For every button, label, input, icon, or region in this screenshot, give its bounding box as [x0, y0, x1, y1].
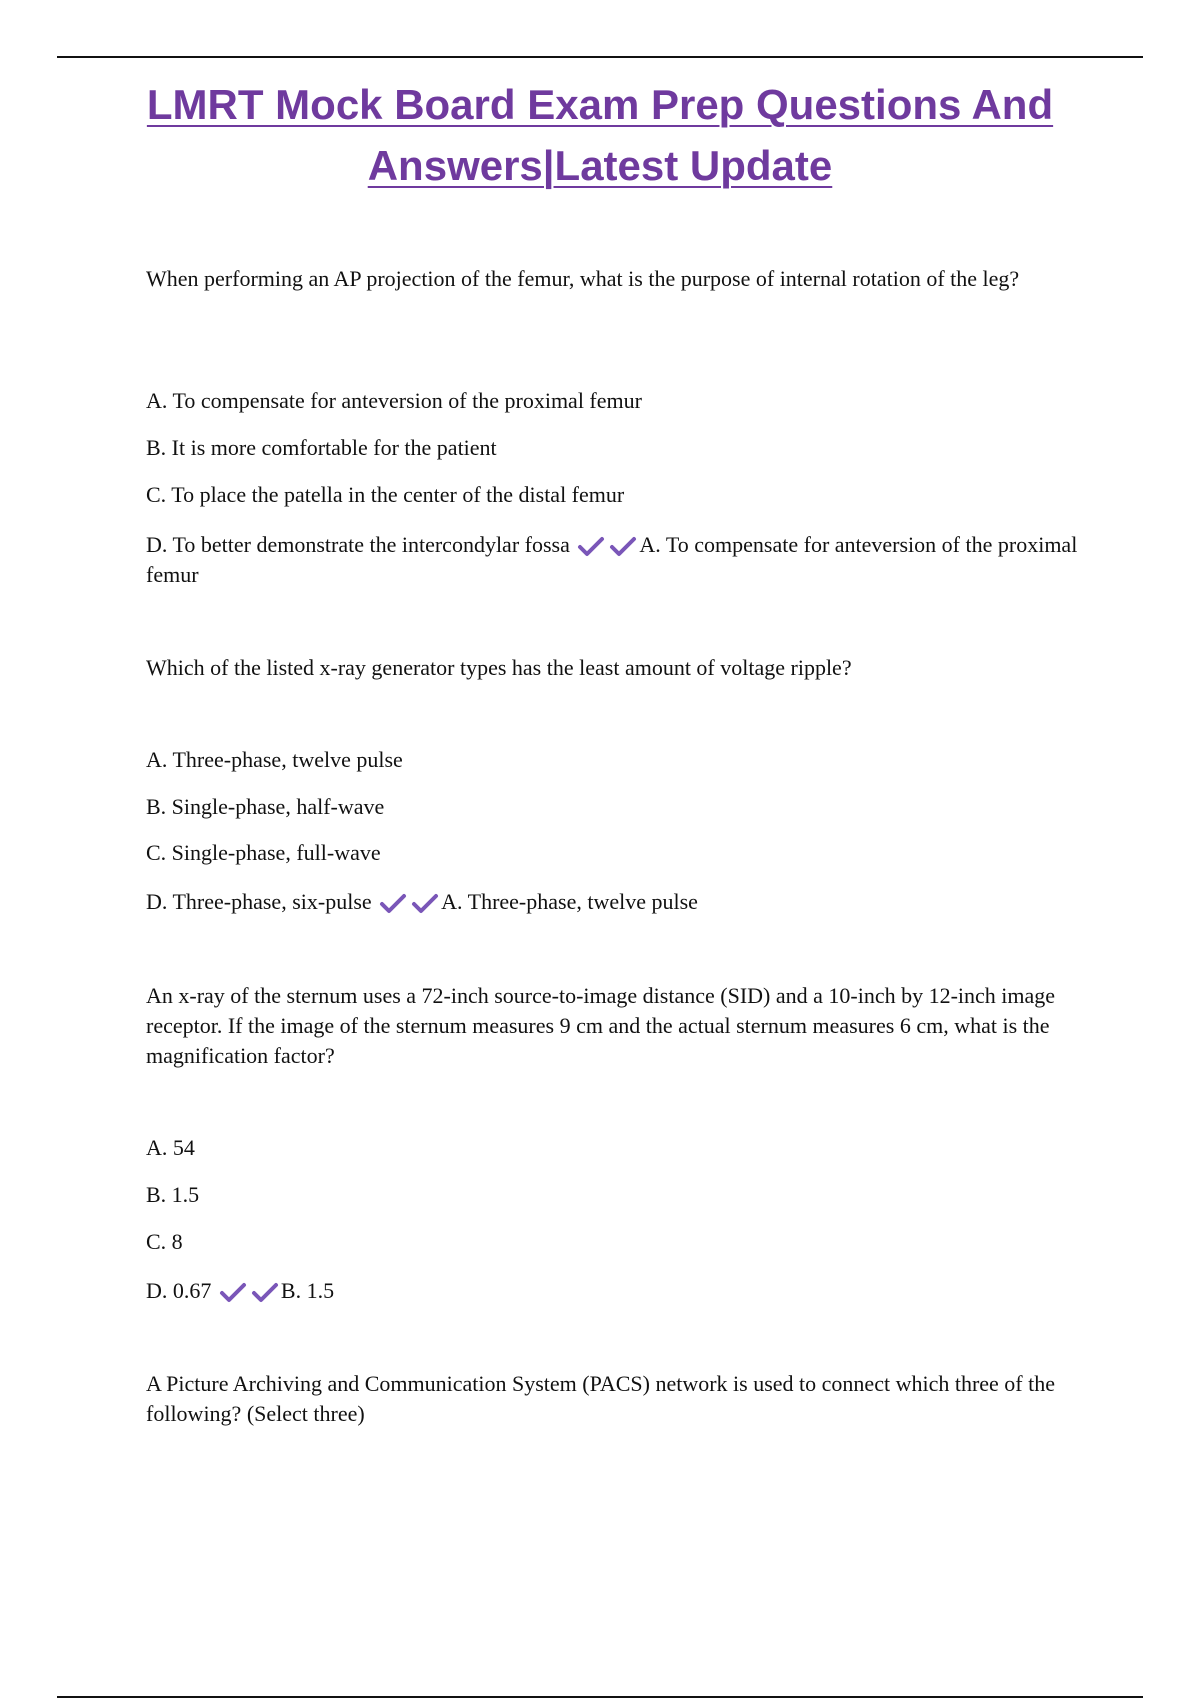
q3-option-d-with-answer — [146, 1276, 1086, 1306]
q2-option-c: C. Single-phase, full-wave — [146, 840, 381, 865]
title-line-1: LMRT Mock Board Exam Prep Questions And — [146, 81, 1054, 128]
q1-option-a: A. To compensate for anteversion of the proximal femur — [146, 388, 642, 413]
checkmark-icon — [609, 536, 637, 558]
checkmark-icon — [577, 536, 605, 558]
q1-option-b: B. It is more comfortable for the patient — [146, 435, 497, 460]
title-line-2: Answers|Latest Update — [367, 142, 833, 189]
document-title — [60, 74, 1140, 196]
top-rule — [57, 56, 1143, 58]
q1-option-d: D. To better demonstrate the intercondylar fossa — [146, 532, 570, 557]
q1-option-c: C. To place the patella in the center of the distal femur — [146, 482, 625, 507]
question-1-text: When performing an AP projection of the femur, what is the purpose of internal rotation of the leg? — [146, 266, 1020, 291]
checkmark-icon — [251, 1282, 279, 1304]
checkmark-icon — [411, 893, 439, 915]
q3-answer: B. 1.5 — [280, 1278, 335, 1303]
q3-option-b: B. 1.5 — [146, 1182, 200, 1207]
question-4-text: A Picture Archiving and Communication System (PACS) network is used to connect which three of the following? (Select three) — [146, 1371, 1056, 1426]
checkmark-icon — [219, 1282, 247, 1304]
bottom-rule — [57, 1696, 1143, 1698]
q3-option-d: D. 0.67 — [146, 1278, 212, 1303]
q2-option-a: A. Three-phase, twelve pulse — [146, 747, 403, 772]
q1-option-d-with-answer — [146, 530, 1086, 590]
checkmark-icon — [379, 893, 407, 915]
q2-option-d-with-answer — [146, 887, 1086, 917]
q1-answer: A. To compensate for anteversion of the proximal femur — [146, 532, 1078, 587]
question-3-text: An x-ray of the sternum uses a 72-inch source-to-image distance (SID) and a 10-inch by 12-inch image receptor. If the image of the sternum measures 9 cm and the actual sternum measures 6 cm, what is the magnification factor? — [146, 983, 1056, 1068]
q3-option-a: A. 54 — [146, 1135, 195, 1160]
q2-option-b: B. Single-phase, half-wave — [146, 794, 385, 819]
q2-option-d: D. Three-phase, six-pulse — [146, 889, 372, 914]
q3-option-c: C. 8 — [146, 1229, 183, 1254]
question-2-text: Which of the listed x-ray generator types has the least amount of voltage ripple? — [146, 655, 852, 680]
q2-answer: A. Three-phase, twelve pulse — [441, 889, 698, 914]
